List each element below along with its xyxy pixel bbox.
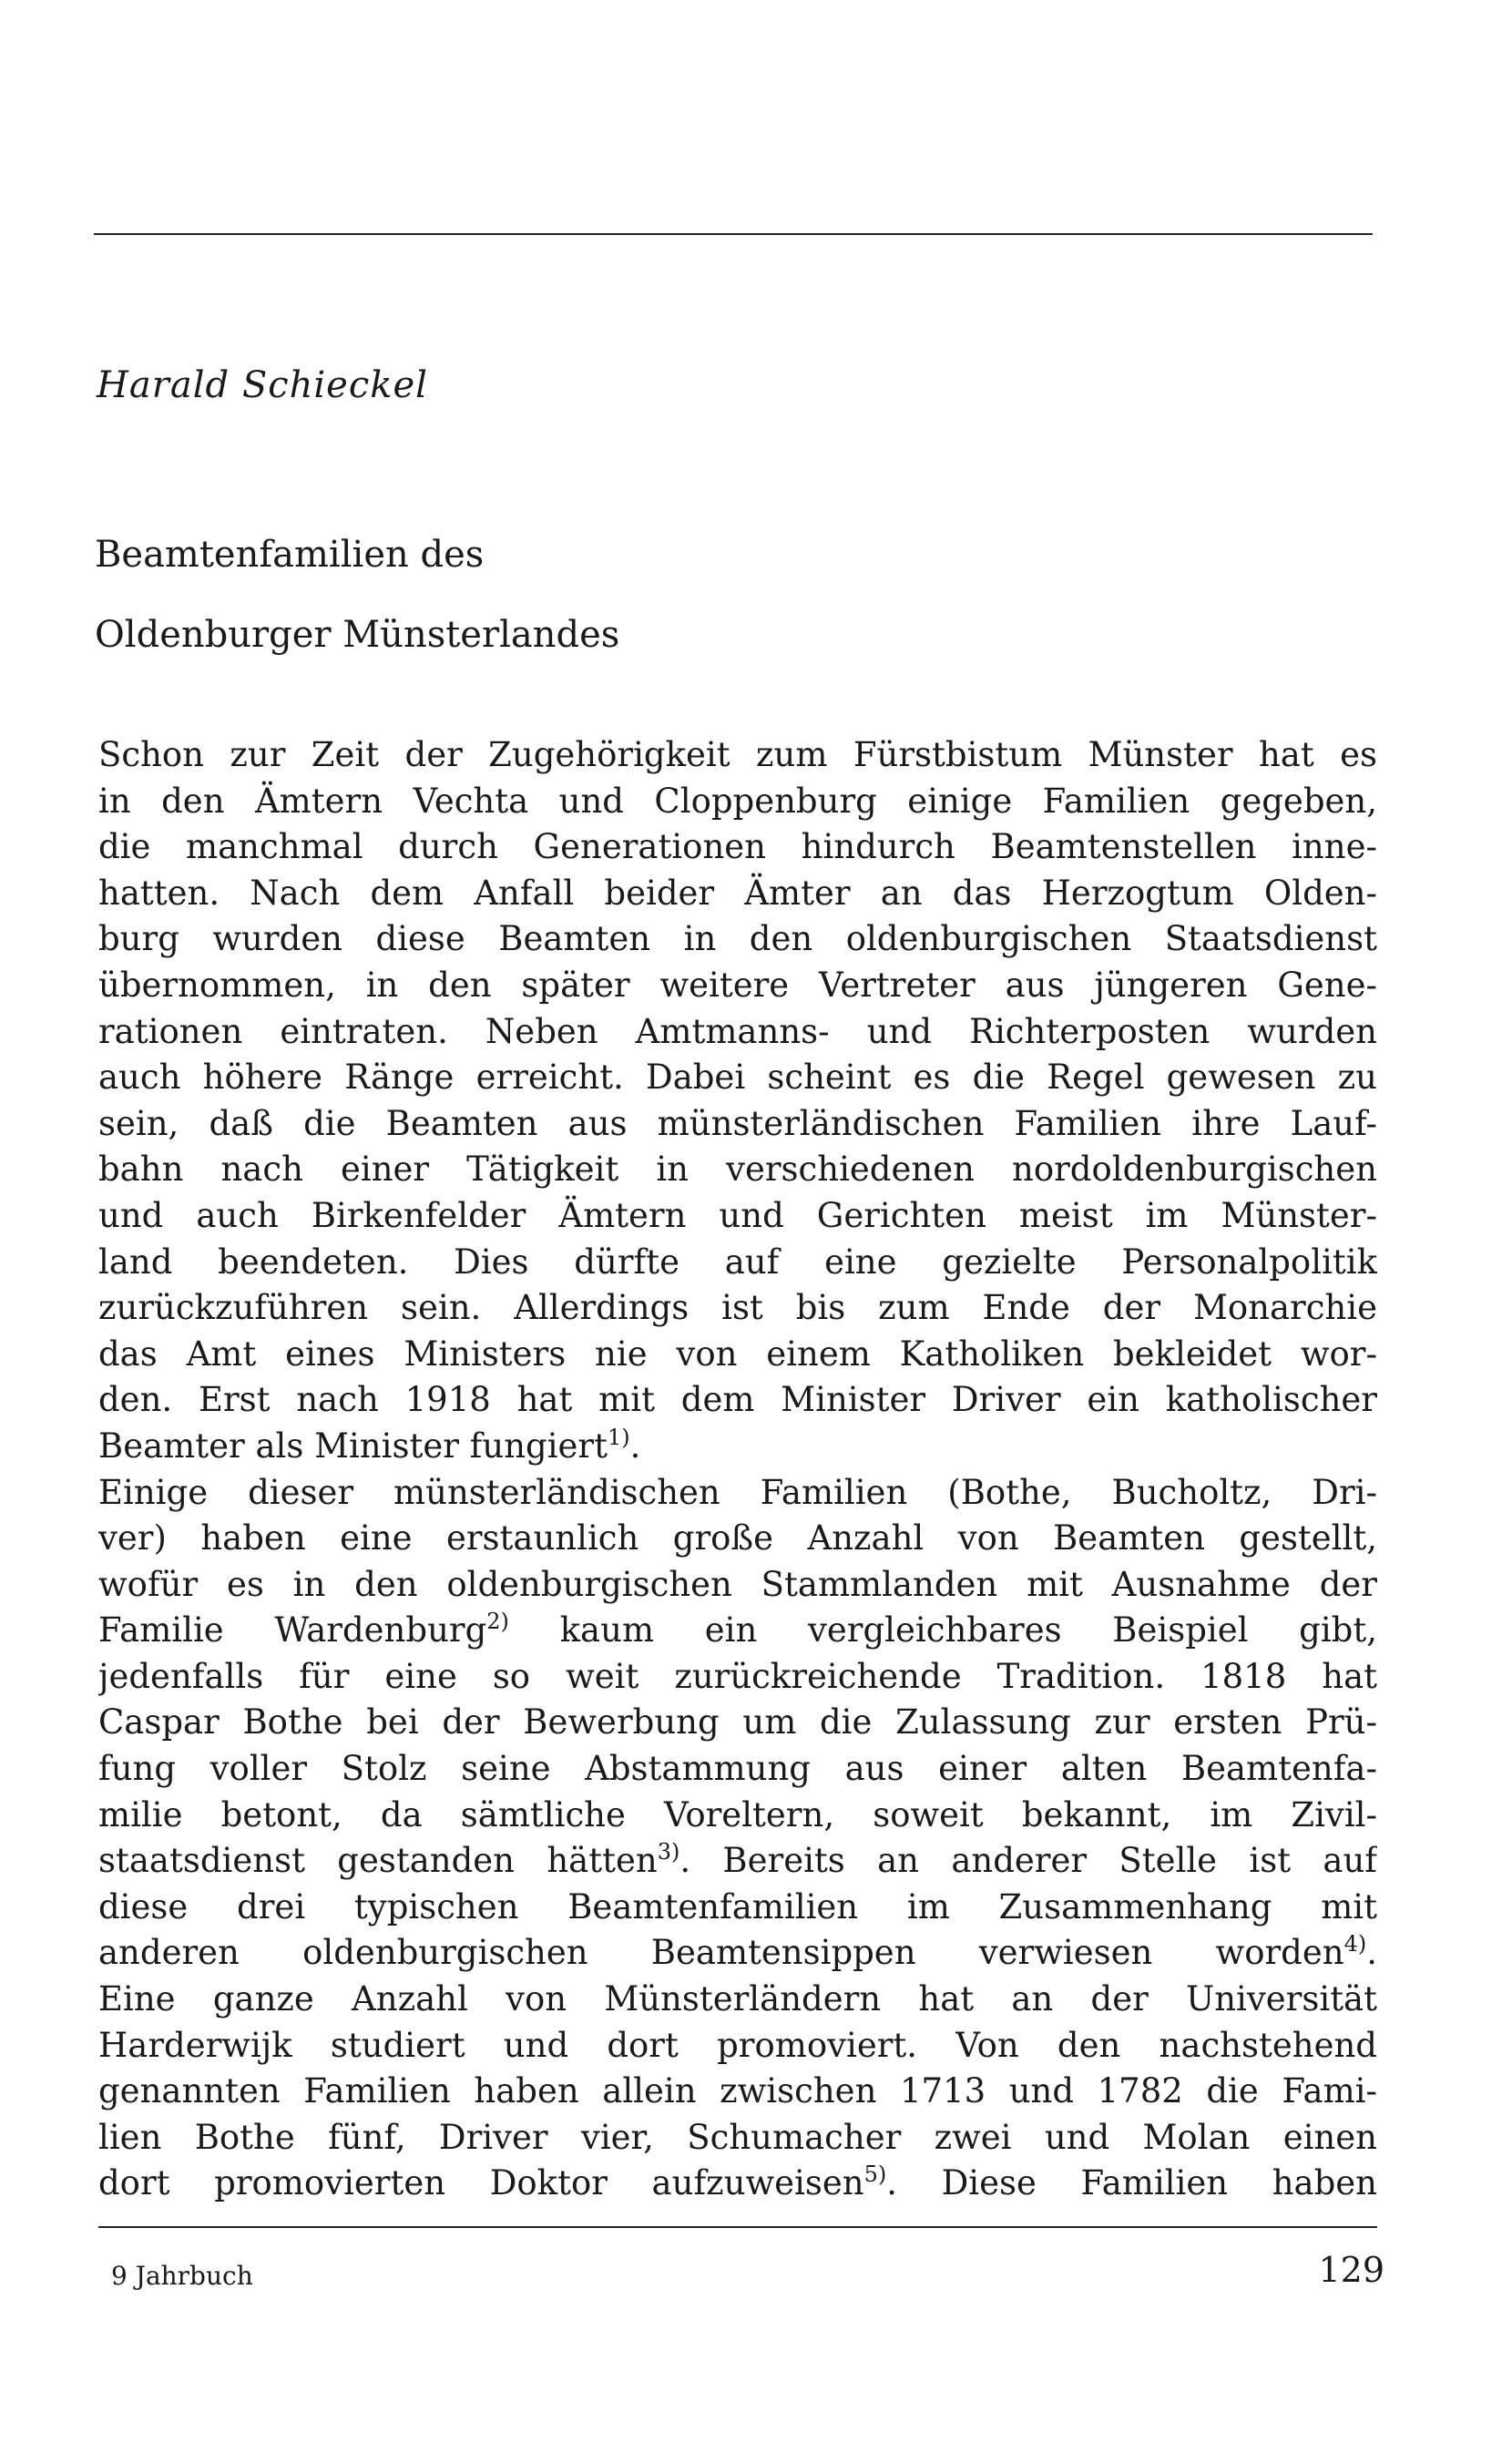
- text-line: [98, 1240, 1377, 1286]
- body-text: [98, 732, 1377, 2207]
- text-line-content: in den Ämtern Vechta und Cloppenburg einige Familien gegeben,: [98, 781, 1377, 821]
- text-line: [98, 916, 1377, 963]
- article-title: [95, 515, 1388, 675]
- text-line: [98, 779, 1377, 825]
- text-line-content: lien Bothe fünf, Driver vier, Schumacher zwei und Molan einen: [98, 2117, 1377, 2157]
- text-line-content: Familie Wardenburg: [98, 1610, 487, 1651]
- text-line-content: Einige dieser münsterländischen Familien (Bothe, Bucholtz, Dri-: [98, 1472, 1377, 1512]
- text-line-continuation: . Diese Familien haben: [886, 2163, 1377, 2203]
- text-line: [98, 1608, 1377, 1654]
- text-line-continuation: . Bereits an anderer Stelle ist auf: [679, 1841, 1377, 1881]
- text-line: [98, 1746, 1377, 1793]
- text-line: [98, 2023, 1377, 2070]
- text-line: [98, 1377, 1377, 1424]
- text-line-content: dort promovierten Doktor aufzuweisen: [98, 2163, 864, 2203]
- text-line: [98, 1885, 1377, 1931]
- text-line-content: diese drei typischen Beamtenfamilien im Zusammenhang mit: [98, 1886, 1377, 1926]
- title-line-1: Beamtenfamilien des: [95, 534, 485, 576]
- text-line-content: zurückzuführen sein. Allerdings ist bis zum Ende der Monarchie: [98, 1288, 1377, 1328]
- text-line: [98, 2069, 1377, 2115]
- text-line: [98, 963, 1377, 1009]
- text-line: [98, 871, 1377, 917]
- text-line: [98, 732, 1377, 779]
- text-line-content: die manchmal durch Generationen hindurch Beamtenstellen inne-: [98, 827, 1377, 867]
- text-line-content: fung voller Stolz seine Abstammung aus einer alten Beamtenfa-: [98, 1749, 1377, 1789]
- text-line-content: wofür es in den oldenburgischen Stammlanden mit Ausnahme der: [98, 1564, 1377, 1604]
- text-line-continuation: kaum ein vergleichbares Beispiel gibt,: [508, 1610, 1377, 1651]
- page-number: 129: [1318, 2250, 1384, 2290]
- footnote-marker[interactable]: 4): [1343, 1931, 1367, 1957]
- text-line-content: auch höhere Ränge erreicht. Dabei scheint es die Regel gewesen zu: [98, 1058, 1377, 1098]
- text-line-content: Beamter als Minister fungiert: [98, 1426, 608, 1466]
- text-line: [98, 1424, 1377, 1470]
- text-line-content: Caspar Bothe bei der Bewerbung um die Zulassung zur ersten Prü-: [98, 1702, 1377, 1742]
- text-line: [98, 1101, 1377, 1148]
- text-line: [98, 1654, 1377, 1701]
- text-line: [98, 824, 1377, 871]
- text-line-content: staatsdienst gestanden hätten: [98, 1841, 658, 1881]
- text-line-content: anderen oldenburgischen Beamtensippen verwiesen worden: [98, 1933, 1344, 1973]
- text-line-content: Schon zur Zeit der Zugehörigkeit zum Fürstbistum Münster hat es: [98, 735, 1377, 774]
- text-line-content: jedenfalls für eine so weit zurückreichende Tradition. 1818 hat: [98, 1656, 1377, 1696]
- footnote-marker[interactable]: 3): [657, 1839, 680, 1865]
- text-line: [98, 1009, 1377, 1056]
- text-line-content: übernommen, in den später weitere Vertreter aus jüngeren Gene-: [98, 965, 1377, 1005]
- text-line: [98, 1516, 1377, 1562]
- text-line: [98, 1793, 1377, 1839]
- text-line-content: hatten. Nach dem Anfall beider Ämter an das Herzogtum Olden-: [98, 873, 1377, 913]
- printer-signature: 9 Jahrbuch: [111, 2261, 253, 2291]
- text-line-continuation: .: [1366, 1933, 1377, 1973]
- text-line-continuation: .: [629, 1426, 641, 1466]
- text-line-content: genannten Familien haben allein zwischen 1713 und 1782 die Fami-: [98, 2071, 1377, 2111]
- text-line-content: ver) haben eine erstaunlich große Anzahl von Beamten gestellt,: [98, 1518, 1377, 1559]
- text-line: [98, 1055, 1377, 1101]
- text-line: [98, 1193, 1377, 1240]
- bottom-rule: [98, 2226, 1377, 2228]
- text-line: [98, 2115, 1377, 2162]
- footnote-marker[interactable]: 2): [486, 1609, 509, 1635]
- text-line-content: und auch Birkenfelder Ämtern und Gerichten meist im Münster-: [98, 1195, 1377, 1235]
- text-line-content: Harderwijk studiert und dort promoviert. Von den nachstehend: [98, 2025, 1377, 2065]
- text-line-content: milie betont, da sämtliche Voreltern, soweit bekannt, im Zivil-: [98, 1794, 1377, 1834]
- author-name: Harald Schieckel: [97, 364, 428, 406]
- text-line-content: land beendeten. Dies dürfte auf eine gezielte Personalpolitik: [98, 1242, 1377, 1282]
- title-line-2: Oldenburger Münsterlandes: [95, 614, 620, 656]
- footnote-marker[interactable]: 5): [863, 2162, 887, 2188]
- text-line-content: das Amt eines Ministers nie von einem Katholiken bekleidet wor-: [98, 1334, 1377, 1374]
- text-line: [98, 1147, 1377, 1193]
- text-line: [98, 1700, 1377, 1746]
- top-rule: [94, 233, 1373, 235]
- text-line: [98, 1562, 1377, 1609]
- text-line-content: bahn nach einer Tätigkeit in verschiedenen nordoldenburgischen: [98, 1150, 1377, 1190]
- text-line: [98, 1470, 1377, 1517]
- text-line-content: burg wurden diese Beamten in den oldenburgischen Staatsdienst: [98, 919, 1377, 959]
- text-line: [98, 1285, 1377, 1332]
- footnote-marker[interactable]: 1): [608, 1424, 630, 1450]
- text-line-content: sein, daß die Beamten aus münsterländischen Familien ihre Lauf-: [98, 1103, 1377, 1143]
- text-line: [98, 1332, 1377, 1378]
- text-line: [98, 2161, 1377, 2207]
- text-line-content: den. Erst nach 1918 hat mit dem Minister Driver ein katholischer: [98, 1380, 1377, 1420]
- text-line: [98, 1838, 1377, 1885]
- text-line: [98, 1930, 1377, 1977]
- text-line-content: Eine ganze Anzahl von Münsterländern hat an der Universität: [98, 1979, 1377, 2019]
- text-line-content: rationen eintraten. Neben Amtmanns- und Richterposten wurden: [98, 1011, 1377, 1051]
- text-line: [98, 1977, 1377, 2023]
